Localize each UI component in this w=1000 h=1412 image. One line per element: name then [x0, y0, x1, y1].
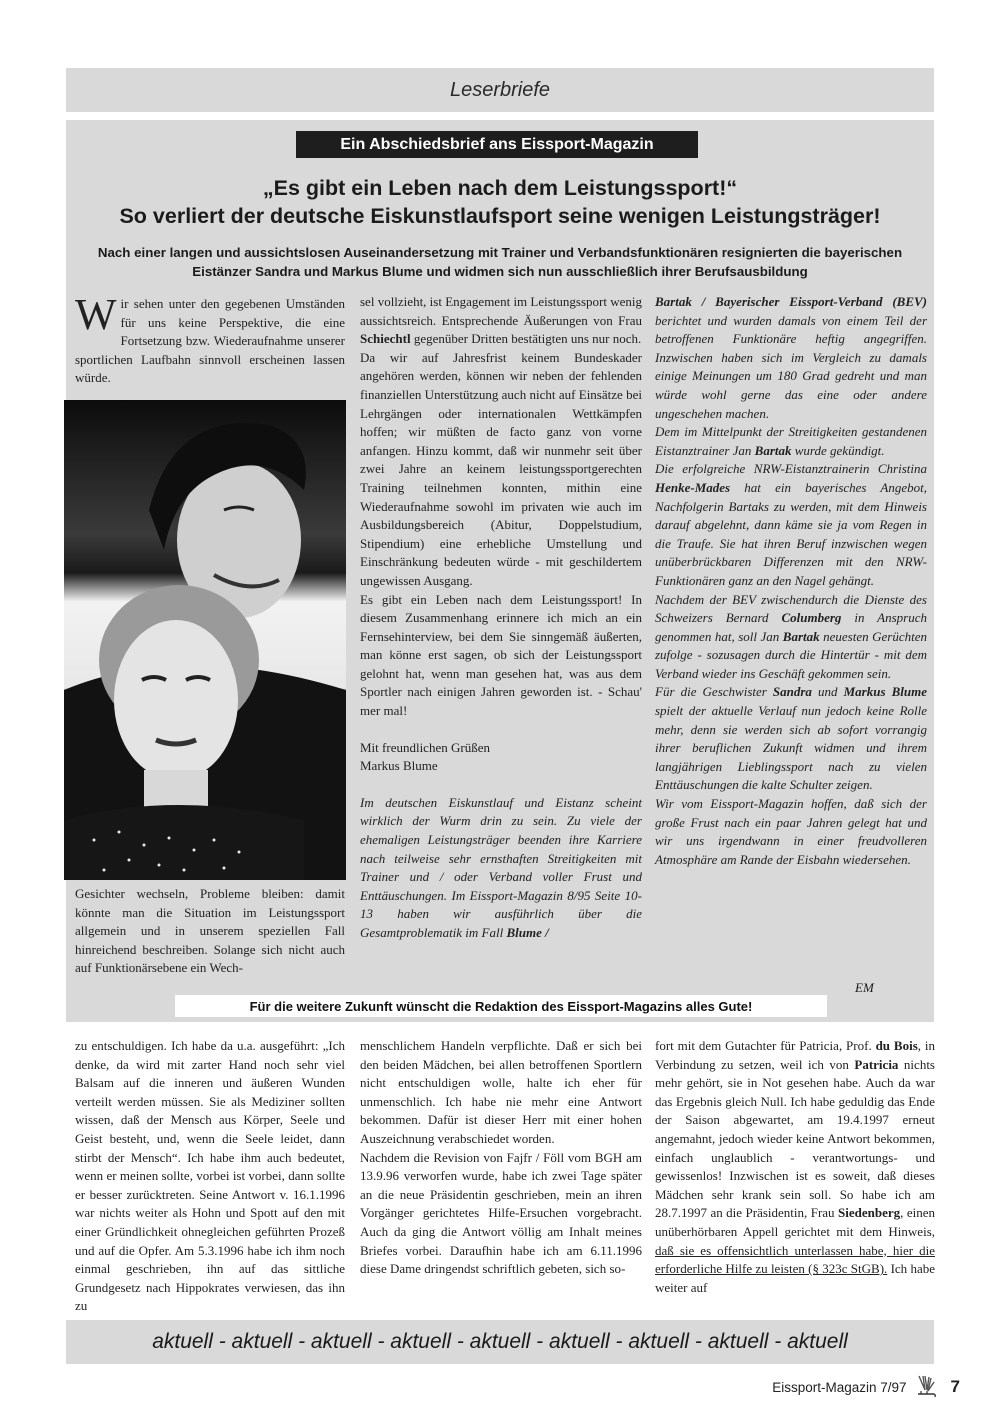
- editorial-paragraph-1: [360, 794, 642, 943]
- text: Für die Geschwister: [655, 684, 773, 700]
- name-sandra: Sandra: [772, 684, 812, 700]
- text: und: [811, 684, 844, 700]
- text: nichts mehr gehört, sie in Not gesehen habe. Auch da war das Ergebnis gleich Null. Ich habe geduldig das Ende der Saison abgewartet, am 19.4.1997 erneut angemahnt, jedoch wieder keine Antwort bekommen, einfach unglaublich - verantwortungs- und gewissenlos! Inzwischen ist es soweit, daß dieses Mädchen sehr krank sein soll. So habe ich am 28.7.1997 an die Präsidentin, Frau: [655, 1056, 935, 1221]
- name-bartak: Bartak: [782, 628, 820, 644]
- name-siedenberg: Siedenberg: [838, 1205, 901, 1221]
- magazine-issue: Eissport-Magazin 7/97: [772, 1379, 907, 1395]
- letter-paragraph-4: Es gibt ein Leben nach dem Leistungssport! In diesem Zusammenhang erinnere ich mich an ein Fernsehinterview, bei dem Sie sinngemäß äußerten, man könne erst sagen, ob sich der Leistungssport gelohnt hat, wenn man gesehen hat, was aus dem Sportler nach einigen Jahren geworden ist. - Schau' mer mal!: [360, 591, 642, 719]
- editorial-paragraph-6: Wir vom Eissport-Magazin hoffen, daß sich der große Frust nach ein paar Jahren gelegt hat und wir uns irgendwann in einer freudvolleren Atmosphäre am Rande der Eisbahn wiedersehen.: [655, 796, 927, 867]
- text: spielt der aktuelle Verlauf nun jedoch keine Rolle mehr, denn sie werden sich ab sofort vorrangig ihrer beruflichen Zukunft widmen und ihrem langjährigen Lieblingssport nach zu vielen Enttäuschungen die kalte Schulter zeigen.: [655, 703, 927, 793]
- text: wurde gekündigt.: [791, 442, 885, 458]
- editor-initials: EM: [855, 980, 874, 995]
- editorial-paragraph-3: [655, 460, 927, 590]
- text: hat ein bayerisches Angebot, Nachfolgerin Bartaks zu werden, mit dem Hinweis darauf abgelehnt, dann käme sie ja vom Regen in die Traufe. Sie hat ihren Beruf inzwischen wegen unüberbrückbaren Differenzen mit den NRW-Funktionären ganz an den Nagel gehängt.: [655, 479, 927, 588]
- article-headline: [66, 174, 934, 230]
- letter-greeting: Mit freundlichen Grüßen: [360, 739, 490, 755]
- photo-caption-text: Gesichter wechseln, Probleme bleiben: damit könnte man die Situation im Leistungssport allgemein und in unserem speziellen Fall hinreichend beschreiben. Solange sich nicht auch auf Funktionärsebene ein Wech-: [75, 886, 345, 976]
- text: Die erfolgreiche NRW-Eistanztrainerin Christina: [655, 461, 927, 477]
- editorial-paragraph-2: [655, 423, 927, 460]
- continued-letter-column-1: zu entschuldigen. Ich habe da u.a. ausgeführt: „Ich denke, da wird mit zarter Hand noch sehr viel Balsam auf die inneren und äußeren Wunden verteilt werden müssen. Sie als Mediziner sollten wissen, daß der Mensch aus Körper, Seele und Geist besteht, und, wenn die Seele leidet, dann stirbt der Mensch“. Ich habe ihm auch bedeutet, wenn er meinen sollte, vorbei ist vorbei, dann sollte er besser zurücktreten. Seine Antwort v. 16.1.1996 war nichts weiter als Hohn und Spott auf den mit einer Gründlichkeit ohnegleichen geführten Prozeß und auf die Opfer. Am 5.3.1996 habe ich ihm noch einmal geschrieben, ihn auf das sittliche Grundgesetz nach Hippokrates verwiesen, das ihn zu: [75, 1038, 345, 1314]
- letter-signature: Markus Blume: [360, 758, 438, 774]
- letter-column-2: [360, 293, 642, 943]
- page-folio: [720, 1372, 960, 1402]
- name-bartak-bev: Bartak / Bayerischer Eissport-Verband (BEV): [655, 294, 927, 309]
- name-blume: Blume /: [506, 925, 549, 940]
- editorial-paragraph-1-cont: [655, 293, 927, 423]
- text: , einen unüberhörbaren Appell gerichtet mit dem Hinweis,: [655, 1205, 935, 1239]
- name-schiechtl: Schiechtl: [360, 331, 411, 347]
- continued-letter-column-2: [360, 1037, 642, 1279]
- page-number: 7: [950, 1377, 960, 1396]
- text: in Anspruch genommen hat, soll Jan: [655, 610, 927, 644]
- text: Im deutschen Eiskunstlauf und Eistanz scheint wirklich der Wurm drin zu sein. Zu viele der ehemaligen Leistungsträger beenden ihre Karriere nach teilweise sehr ernsthaften Streitigkeiten mit Trainer und / oder Verband voller Frust und Enttäuschungen. Im Eissport-Magazin 8/95 Seite 10-13 haben wir ausführlich über die Gesamtproblematik im Fall: [360, 794, 642, 940]
- name-patricia: Patricia: [854, 1056, 899, 1072]
- name-bartak: Bartak: [754, 442, 792, 458]
- closing-banner: [175, 995, 827, 1017]
- kicker-text: Ein Abschiedsbrief ans Eissport-Magazin: [340, 135, 654, 153]
- text: Ich habe weiter auf: [655, 1261, 935, 1295]
- text: gegenüber Dritten bestätigten uns nur noch.: [410, 331, 642, 347]
- editorial-paragraph-5: [655, 683, 927, 795]
- footer-aktuell-band: [66, 1320, 934, 1364]
- continued-paragraph-2: Nachdem die Revision von Fajfr / Föll vom BGH am 13.9.96 verworfen wurde, habe ich zwei Tage später an die neue Präsidentin geschrieben, mein an ihren Vorgänger gerichtetes Hilfe-Ersuchen vorgebracht. Auch da ging die Antwort völlig am Inhalt meines Briefes vorbei. Daraufhin habe ich am 6.11.1996 diese Dame dringendst schriftlich gebeten, sich so-: [360, 1149, 642, 1277]
- letter-opening: [75, 290, 345, 388]
- editorial-column-3: [655, 293, 927, 869]
- skater-logo-icon: [915, 1374, 937, 1400]
- closing-banner-text: Für die weitere Zukunft wünscht die Redaktion des Eissport-Magazins alles Gute!: [249, 998, 753, 1014]
- text: berichtet und wurden damals von einem Teil der betroffenen Funktionäre heftig angegriffen. Inzwischen haben sich im Vergleich zu damals einige Meinungen um 180 Grad gedreht und man würde wohl gerne das eine oder andere ungeschehen machen.: [655, 312, 927, 421]
- text: sel vollzieht, ist Engagement im Leistungssport wenig aussichtsreich. Entsprechende Äußerungen von Frau: [360, 294, 642, 328]
- continued-paragraph-1: menschlichem Handeln verpflichte. Daß er sich bei den beiden Mädchen, bei allen betroffenen Sportlern nicht entschuldigen wolle, halte ich eher für unmenschlich. Ich habe nie mehr eine Antwort bekommen. Dafür ist dieser Herr mit einer hohen Auszeichnung verabschiedet worden.: [360, 1038, 642, 1146]
- underlined-legal-reference: daß sie es offensichtlich unterlassen habe, hier die erforderliche Hilfe zu leisten (§ 323c StGB).: [655, 1242, 935, 1277]
- text: Dem im Mittelpunkt der Streitigkeiten gestandenen Eistanztrainer Jan: [655, 424, 927, 458]
- editorial-paragraph-4: [655, 591, 927, 684]
- letter-paragraph-2: [360, 293, 642, 349]
- name-du-bois: du Bois: [875, 1038, 918, 1053]
- headline-line-1: „Es gibt ein Leben nach dem Leistungssport!“: [262, 176, 738, 200]
- letter-paragraph-1: ir sehen unter den gegebenen Umständen für uns keine Perspektive, die eine Fortsetzung bzw. Wiederaufnahme unserer sportlichen Laufbahn sinnvoll erscheinen lassen würde.: [75, 296, 345, 386]
- photo-sandra-markus-blume: [64, 400, 346, 880]
- text: neuesten Gerüchten zufolge - sozusagen durch die Hintertür - mit dem Verband wieder ins Geschäft gekommen sein.: [655, 628, 927, 681]
- text: fort mit dem Gutachter für Patricia, Prof.: [655, 1038, 876, 1053]
- name-columberg: Columberg: [781, 610, 842, 626]
- letter-paragraph-3: Da wir auf Jahresfrist keinem Bundeskader angehören werden, können wir neben der fehlenden finanziellen Unterstützung auch nicht auf Einsätze bei Lehrgängen oder internationalen Wettkämpfen hoffen; wir müßten de facto ganz von vorne anfangen. Hinzu kommt, daß wir nunmehr seit über zwei Jahre an keinem leistungssportgerechten Training teilnehmen konnten, mithin eine Wiederaufnahme sowohl im privaten wie auch im Ausbildungsbereich (Abitur, Doppelstudium, Stipendium) eine erhebliche Umstellung und Einschränkung bedeuten würde - mit geschildertem ungewissen Ausgang.: [360, 349, 642, 588]
- drop-cap: W: [75, 290, 117, 339]
- article-subhead: Nach einer langen und aussichtslosen Auseinandersetzung mit Trainer und Verbandsfunktionären resignierten die bayerischen Eistänzer Sandra und Markus Blume und widmen sich nun ausschließlich ihrer Berufsausbildung: [97, 245, 903, 279]
- text: Nachdem der BEV zwischendurch die Dienste des Schweizers Bernard: [655, 591, 927, 626]
- name-henke-mades: Henke-Mades: [655, 479, 731, 495]
- section-header: [66, 68, 934, 112]
- article-kicker: [296, 131, 698, 158]
- continued-letter-column-3: [655, 1037, 935, 1297]
- continued-paragraph-3: [655, 1037, 935, 1297]
- text: , in Verbindung zu setzen, weil ich von: [655, 1038, 935, 1072]
- photo-illustration: [64, 400, 346, 880]
- footer-band-text: aktuell - aktuell - aktuell - aktuell - aktuell - aktuell - aktuell - aktuell - aktuell: [152, 1330, 848, 1353]
- section-title: Leserbriefe: [449, 78, 551, 101]
- name-markus-blume: Markus Blume: [843, 684, 927, 700]
- headline-line-2: So verliert der deutsche Eiskunstlaufsport seine wenigen Leistungsträger!: [119, 204, 881, 228]
